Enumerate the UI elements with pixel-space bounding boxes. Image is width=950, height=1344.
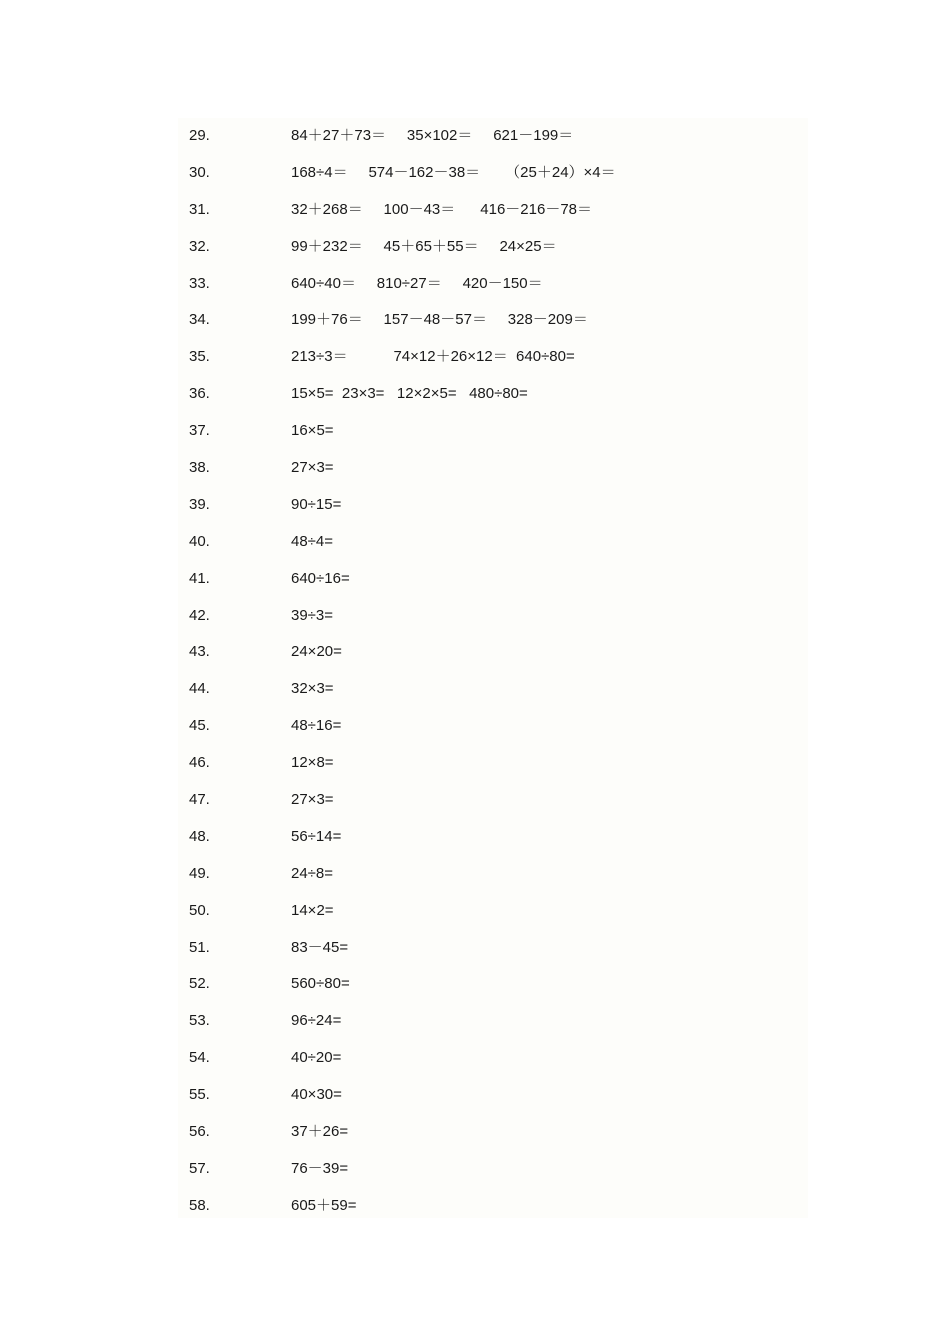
problem-number: 42. <box>189 606 210 624</box>
problem-number: 51. <box>189 938 210 956</box>
problem-row <box>0 1188 950 1225</box>
problem-row <box>0 1077 950 1114</box>
problem-number: 53. <box>189 1012 210 1030</box>
problem-number: 33. <box>189 274 210 292</box>
problem-expressions: 560÷80= <box>291 975 350 993</box>
problem-number: 49. <box>189 864 210 882</box>
problem-list <box>0 118 950 1225</box>
problem-row <box>0 893 950 930</box>
problem-expressions: 56÷14= <box>291 827 342 845</box>
problem-number: 35. <box>189 348 210 366</box>
problem-number: 57. <box>189 1159 210 1177</box>
problem-row <box>0 450 950 487</box>
problem-expressions: 15×5= 23×3= 12×2×5= 480÷80= <box>291 385 528 403</box>
problem-expressions: 27×3= <box>291 791 334 809</box>
problem-row <box>0 598 950 635</box>
problem-number: 40. <box>189 532 210 550</box>
problem-row <box>0 561 950 598</box>
problem-number: 41. <box>189 569 210 587</box>
problem-expressions: 24÷8= <box>291 864 334 882</box>
problem-number: 48. <box>189 827 210 845</box>
problem-row <box>0 192 950 229</box>
problem-row <box>0 634 950 671</box>
problem-expressions: 27×3= <box>291 459 334 477</box>
problem-expressions: 199＋76＝ 157－48－57＝ 328－209＝ <box>291 311 588 329</box>
problem-number: 46. <box>189 754 210 772</box>
problem-expressions: 83－45= <box>291 938 349 956</box>
problem-row <box>0 229 950 266</box>
problem-row <box>0 1040 950 1077</box>
problem-row <box>0 745 950 782</box>
problem-row <box>0 819 950 856</box>
problem-number: 31. <box>189 200 210 218</box>
problem-number: 32. <box>189 237 210 255</box>
problem-number: 47. <box>189 791 210 809</box>
problem-number: 37. <box>189 422 210 440</box>
problem-expressions: 12×8= <box>291 754 334 772</box>
problem-row <box>0 302 950 339</box>
problem-number: 54. <box>189 1049 210 1067</box>
problem-expressions: 84＋27＋73＝ 35×102＝ 621－199＝ <box>291 127 574 144</box>
problem-expressions: 48÷4= <box>291 532 334 550</box>
problem-expressions: 76－39= <box>291 1159 349 1177</box>
problem-expressions: 39÷3= <box>291 606 334 624</box>
problem-expressions: 37＋26= <box>291 1123 349 1141</box>
problem-number: 34. <box>189 311 210 329</box>
problem-expressions: 90÷15= <box>291 495 342 513</box>
problem-row <box>0 966 950 1003</box>
problem-expressions: 40÷20= <box>291 1049 342 1067</box>
problem-row <box>0 1003 950 1040</box>
problem-row <box>0 930 950 967</box>
problem-row <box>0 118 950 155</box>
problem-row <box>0 487 950 524</box>
problem-number: 55. <box>189 1086 210 1104</box>
problem-expressions: 48÷16= <box>291 717 342 735</box>
problem-expressions: 14×2= <box>291 901 334 919</box>
problem-number: 58. <box>189 1196 210 1214</box>
problem-row <box>0 671 950 708</box>
problem-number: 36. <box>189 385 210 403</box>
problem-expressions: 24×20= <box>291 643 342 661</box>
problem-expressions: 96÷24= <box>291 1012 342 1030</box>
problem-number: 39. <box>189 495 210 513</box>
problem-row <box>0 155 950 192</box>
problem-expressions: 213÷3＝ 74×12＋26×12＝ 640÷80= <box>291 348 575 366</box>
problem-row <box>0 782 950 819</box>
problem-number: 38. <box>189 459 210 477</box>
problem-expressions: 32×3= <box>291 680 334 698</box>
problem-row <box>0 1114 950 1151</box>
problem-number: 52. <box>189 975 210 993</box>
problem-number: 50. <box>189 901 210 919</box>
problem-row <box>0 413 950 450</box>
problem-row <box>0 1151 950 1188</box>
problem-number: 29. <box>189 127 210 144</box>
problem-expressions: 16×5= <box>291 422 334 440</box>
problem-expressions: 40×30= <box>291 1086 342 1104</box>
problem-expressions: 640÷16= <box>291 569 350 587</box>
problem-row <box>0 856 950 893</box>
problem-expressions: 605＋59= <box>291 1196 357 1214</box>
problem-expressions: 640÷40＝ 810÷27＝ 420－150＝ <box>291 274 543 292</box>
problem-number: 44. <box>189 680 210 698</box>
problem-expressions: 99＋232＝ 45＋65＋55＝ 24×25＝ <box>291 237 557 255</box>
problem-expressions: 32＋268＝ 100－43＝ 416－216－78＝ <box>291 200 593 218</box>
problem-number: 45. <box>189 717 210 735</box>
problem-row <box>0 708 950 745</box>
problem-expressions: 168÷4＝ 574－162－38＝ （25＋24）×4＝ <box>291 163 616 181</box>
problem-row <box>0 266 950 303</box>
problem-number: 43. <box>189 643 210 661</box>
problem-number: 30. <box>189 163 210 181</box>
problem-number: 56. <box>189 1123 210 1141</box>
problem-row <box>0 524 950 561</box>
problem-row <box>0 339 950 376</box>
problem-row <box>0 376 950 413</box>
